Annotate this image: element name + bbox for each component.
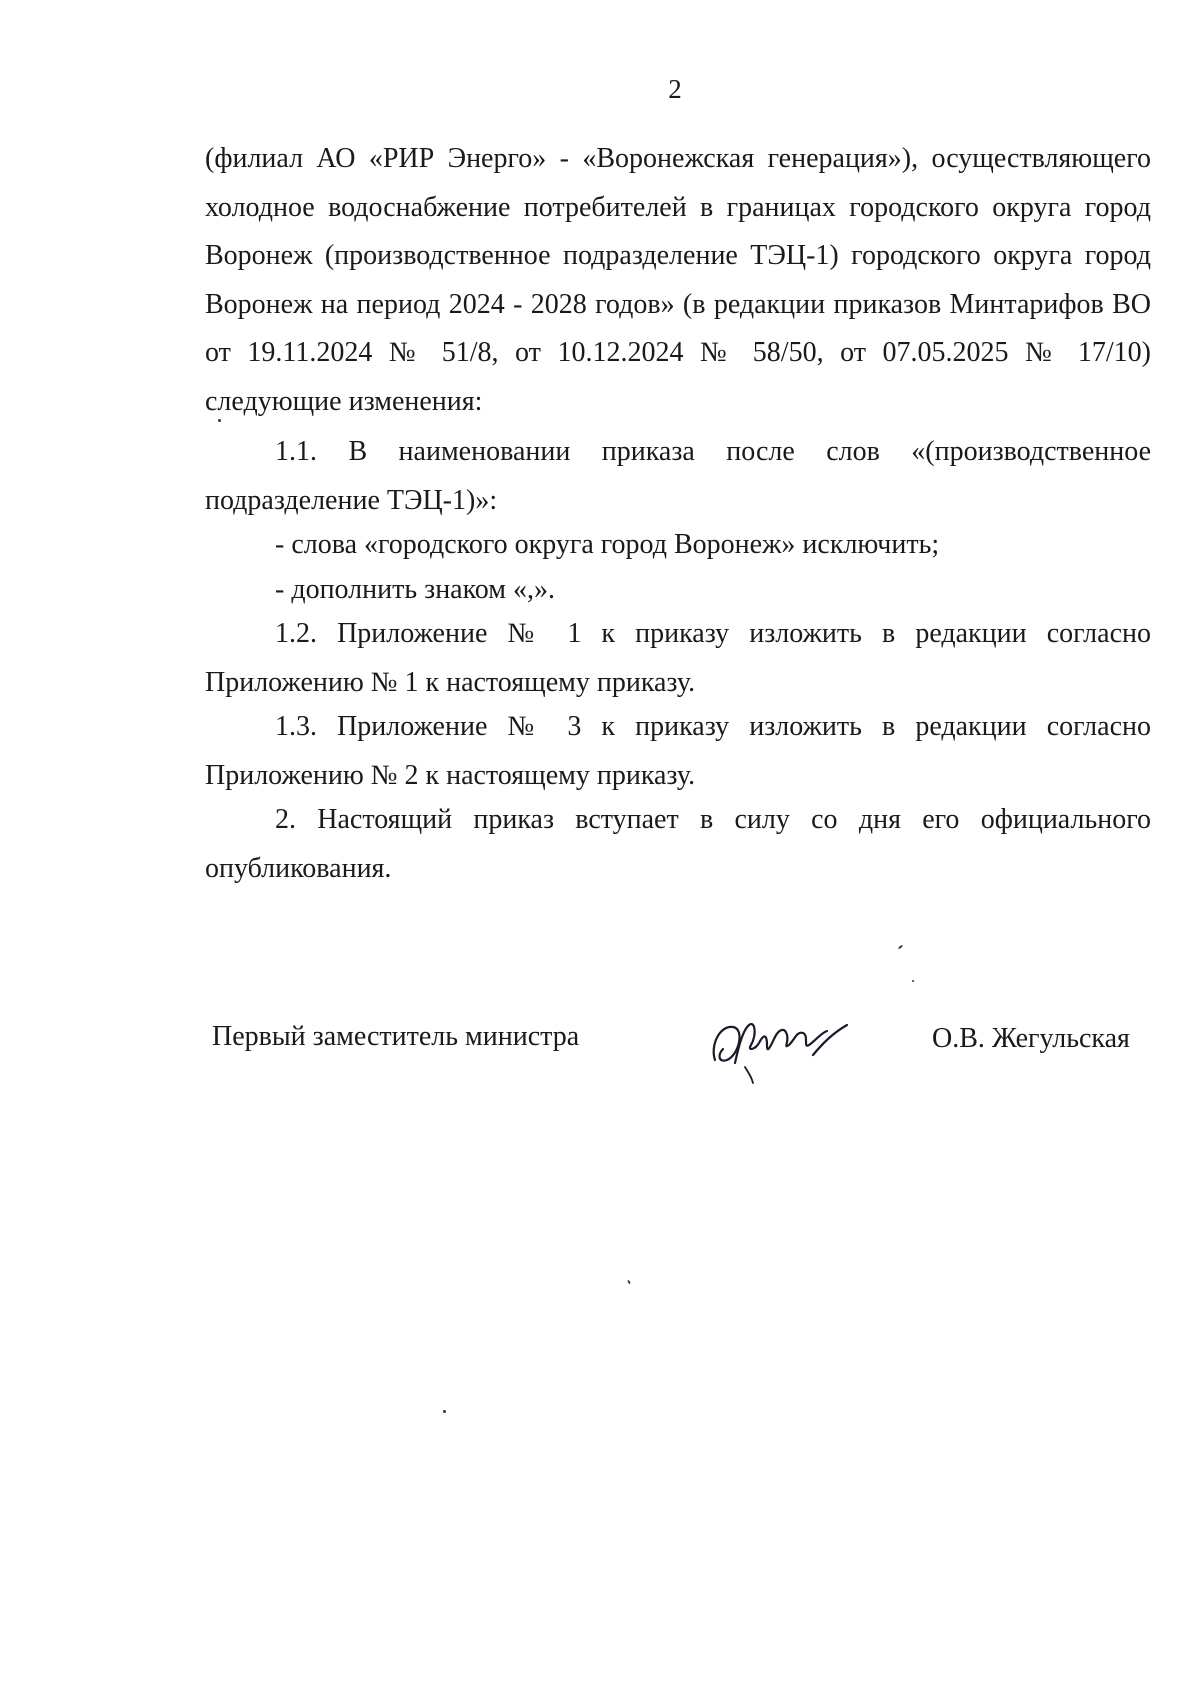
paragraph-item-1-3: 1.3. Приложение № 3 к приказу изложить в редакции согласно Приложению № 2 к настоящему приказу. — [205, 711, 1151, 791]
paragraph-item-1-1: 1.1. В наименовании приказа после слов «(производственное подразделение ТЭЦ-1)»: — [205, 436, 1151, 516]
paragraph-preamble-continuation: (филиал АО «РИР Энерго» - «Воронежская генерация»), осуществляющего холодное водоснабжение потребителей в границах городского округа город Воронеж (производственное подразделение ТЭЦ-1) городского округа город Воронеж на период 2024 - 2028 годов» (в редакции приказов Минтарифов ВО от 19.11.2024 № 51/8, от 10.12.2024 № 58/50, от 07.05.2025 № 17/10) следующие изменения: — [205, 143, 1151, 417]
scan-speck — [912, 980, 914, 982]
page-number: 2 — [668, 74, 682, 104]
scan-speck — [898, 945, 903, 950]
handwritten-signature — [705, 1005, 855, 1085]
scan-speck — [218, 419, 221, 422]
paragraph-item-1-1-dash-2: - дополнить знаком «,». — [275, 573, 555, 605]
paragraph-item-1-1-dash-1: - слова «городского округа город Воронеж» исключить; — [275, 529, 940, 560]
scan-speck — [443, 1410, 446, 1413]
paragraph-item-2: 2. Настоящий приказ вступает в силу со дня его официального опубликования. — [205, 804, 1151, 884]
scan-speck — [627, 1280, 631, 1284]
document-body — [205, 135, 1151, 893]
signature-block — [0, 1015, 1200, 1105]
paragraph-item-1-2: 1.2. Приложение № 1 к приказу изложить в редакции согласно Приложению № 1 к настоящему приказу. — [205, 618, 1151, 698]
signatory-name: О.В. Жегульская — [932, 1023, 1130, 1054]
signatory-position: Первый заместитель министра — [212, 1021, 580, 1052]
